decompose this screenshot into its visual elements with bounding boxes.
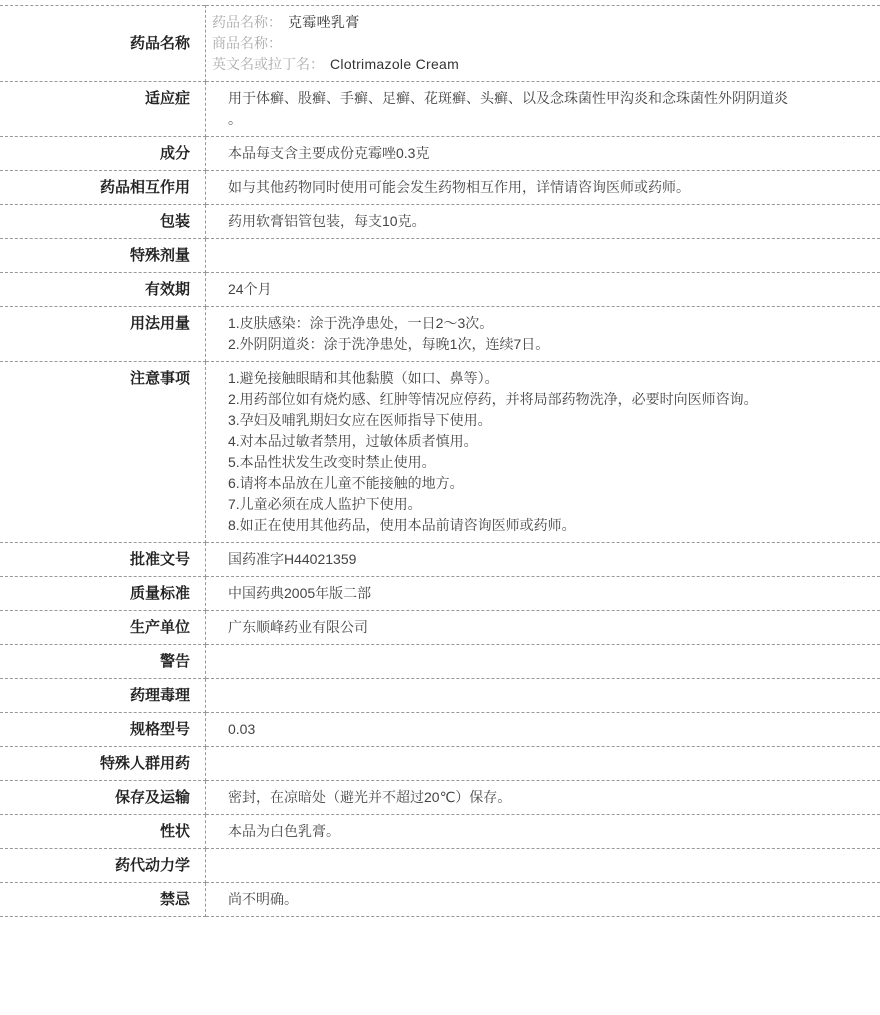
row-content xyxy=(206,747,880,781)
row-label: 注意事项 xyxy=(0,362,206,543)
table-row xyxy=(0,6,880,82)
content-line: 尚不明确。 xyxy=(228,889,870,910)
row-content xyxy=(206,815,880,849)
table-row xyxy=(0,679,880,713)
content-line: 7.儿童必须在成人监护下使用。 xyxy=(228,494,870,515)
table-row xyxy=(0,137,880,171)
field-label: 商品名称： xyxy=(212,35,282,51)
row-label: 药代动力学 xyxy=(0,849,206,883)
row-content xyxy=(206,82,880,137)
content-line: 如与其他药物同时使用可能会发生药物相互作用，详情请咨询医师或药师。 xyxy=(228,177,870,198)
row-content xyxy=(206,307,880,362)
row-content xyxy=(206,849,880,883)
table-row xyxy=(0,849,880,883)
row-content xyxy=(206,883,880,917)
row-label: 特殊人群用药 xyxy=(0,747,206,781)
table-row xyxy=(0,713,880,747)
content-line: 0.03 xyxy=(228,719,870,740)
row-content xyxy=(206,205,880,239)
row-content xyxy=(206,679,880,713)
row-label: 药品名称 xyxy=(0,6,206,82)
name-field-line xyxy=(212,54,870,75)
table-row xyxy=(0,171,880,205)
row-content xyxy=(206,781,880,815)
content-line: 用于体癣、股癣、手癣、足癣、花斑癣、头癣、以及念珠菌性甲沟炎和念珠菌性外阴阴道炎 xyxy=(228,88,870,109)
row-label: 规格型号 xyxy=(0,713,206,747)
table-row xyxy=(0,273,880,307)
content-line: 广东顺峰药业有限公司 xyxy=(228,617,870,638)
content-line: 2.用药部位如有烧灼感、红肿等情况应停药，并将局部药物洗净，必要时向医师咨询。 xyxy=(228,389,870,410)
content-line: 1.皮肤感染：涂于洗净患处，一日2～3次。 xyxy=(228,313,870,334)
row-label: 有效期 xyxy=(0,273,206,307)
table-row xyxy=(0,362,880,543)
row-label: 批准文号 xyxy=(0,543,206,577)
table-row xyxy=(0,645,880,679)
row-content xyxy=(206,137,880,171)
content-line: 1.避免接触眼睛和其他黏膜（如口、鼻等）。 xyxy=(228,368,870,389)
row-label: 保存及运输 xyxy=(0,781,206,815)
row-label: 药理毒理 xyxy=(0,679,206,713)
row-content xyxy=(206,543,880,577)
content-line: 中国药典2005年版二部 xyxy=(228,583,870,604)
content-line: 2.外阴阴道炎：涂于洗净患处，每晚1次，连续7日。 xyxy=(228,334,870,355)
content-line: 8.如正在使用其他药品，使用本品前请咨询医师或药师。 xyxy=(228,515,870,536)
row-label: 包装 xyxy=(0,205,206,239)
row-label: 警告 xyxy=(0,645,206,679)
table-row xyxy=(0,82,880,137)
row-content xyxy=(206,713,880,747)
content-line: 5.本品性状发生改变时禁止使用。 xyxy=(228,452,870,473)
row-label: 特殊剂量 xyxy=(0,239,206,273)
table-row xyxy=(0,747,880,781)
table-row xyxy=(0,543,880,577)
content-line: 国药准字H44021359 xyxy=(228,549,870,570)
table-row xyxy=(0,205,880,239)
drug-info-table xyxy=(0,5,880,917)
content-line: 4.对本品过敏者禁用，过敏体质者慎用。 xyxy=(228,431,870,452)
content-line: 密封，在凉暗处（避光并不超过20℃）保存。 xyxy=(228,787,870,808)
content-line: 24个月 xyxy=(228,279,870,300)
row-content xyxy=(206,6,880,82)
name-field-line xyxy=(212,33,870,54)
content-line: 本品为白色乳膏。 xyxy=(228,821,870,842)
table-row xyxy=(0,815,880,849)
field-label: 药品名称： xyxy=(212,14,282,30)
content-line: 6.请将本品放在儿童不能接触的地方。 xyxy=(228,473,870,494)
field-value: Clotrimazole Cream xyxy=(324,56,459,72)
row-label: 性状 xyxy=(0,815,206,849)
row-label: 成分 xyxy=(0,137,206,171)
row-content xyxy=(206,273,880,307)
table-row xyxy=(0,239,880,273)
row-label: 禁忌 xyxy=(0,883,206,917)
row-content xyxy=(206,611,880,645)
field-label: 英文名或拉丁名： xyxy=(212,56,324,72)
table-row xyxy=(0,307,880,362)
row-content xyxy=(206,362,880,543)
table-row xyxy=(0,611,880,645)
name-field-line xyxy=(212,12,870,33)
field-value: 克霉唑乳膏 xyxy=(282,14,360,30)
row-content xyxy=(206,171,880,205)
table-row xyxy=(0,883,880,917)
row-content xyxy=(206,577,880,611)
content-line: 药用软膏铝管包装，每支10克。 xyxy=(228,211,870,232)
row-label: 质量标准 xyxy=(0,577,206,611)
content-line: 本品每支含主要成份克霉唑0.3克 xyxy=(228,143,870,164)
row-label: 药品相互作用 xyxy=(0,171,206,205)
content-line: 3.孕妇及哺乳期妇女应在医师指导下使用。 xyxy=(228,410,870,431)
row-label: 生产单位 xyxy=(0,611,206,645)
row-label: 用法用量 xyxy=(0,307,206,362)
field-value xyxy=(282,35,288,51)
row-label: 适应症 xyxy=(0,82,206,137)
row-content xyxy=(206,239,880,273)
content-line: 。 xyxy=(228,109,870,130)
row-content xyxy=(206,645,880,679)
table-row xyxy=(0,577,880,611)
table-row xyxy=(0,781,880,815)
